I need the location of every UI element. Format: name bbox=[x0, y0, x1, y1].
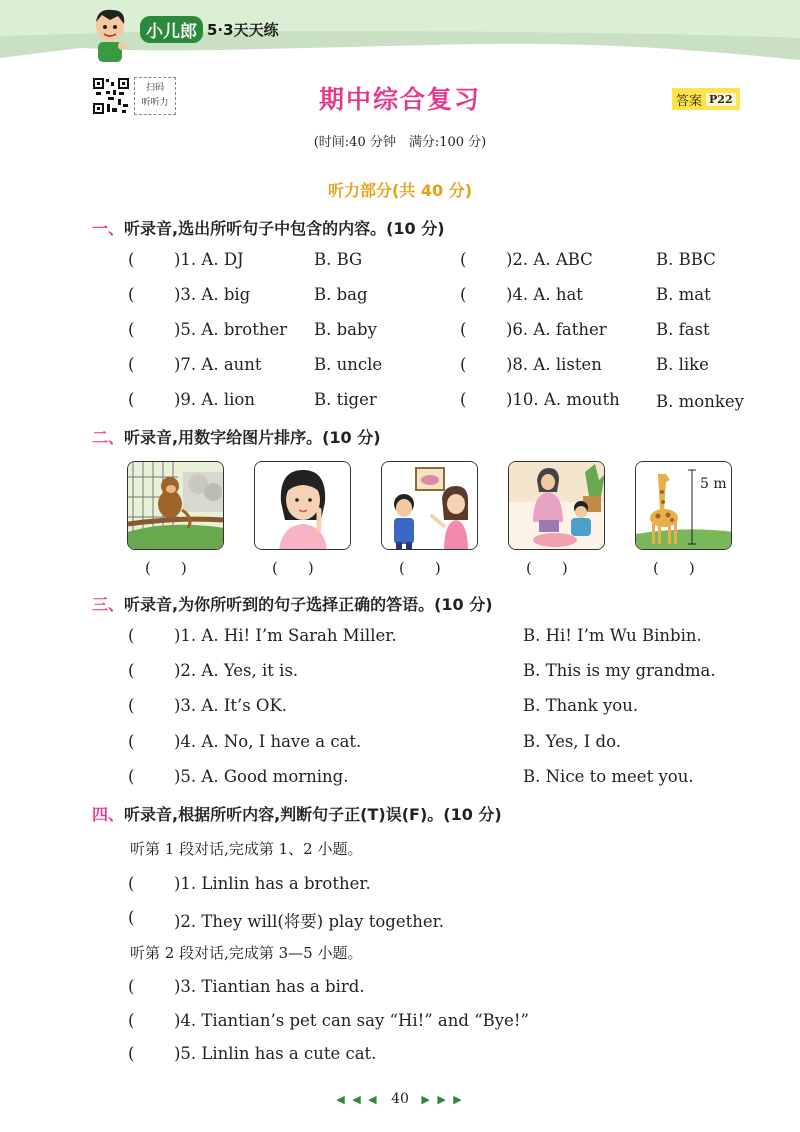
answer-blank[interactable]: ( bbox=[460, 320, 467, 339]
answer-label: 答案 bbox=[676, 93, 703, 109]
prev-arrows-icon[interactable]: ◀ ◀ ◀ bbox=[336, 1093, 379, 1106]
answer-blank[interactable]: ( bbox=[460, 390, 467, 409]
picture-family-photo bbox=[381, 461, 478, 550]
answer-blank[interactable]: ( bbox=[128, 626, 135, 645]
s1-q2: )2. A. ABC bbox=[506, 250, 593, 269]
time-info: (时间:40 分钟 满分:100 分) bbox=[313, 135, 487, 150]
s1-q3-b: B. bag bbox=[314, 285, 368, 304]
s3-q2-b: B. This is my grandma. bbox=[523, 661, 716, 680]
s4-q2: )2. They will(将要) play together. bbox=[174, 912, 444, 931]
section-2-heading bbox=[92, 425, 381, 448]
picture-girl bbox=[254, 461, 351, 550]
page-number: 40 bbox=[391, 1091, 409, 1107]
family-photo-illustration bbox=[382, 462, 478, 550]
section-4-number: 四、 bbox=[92, 805, 125, 824]
answer-blank[interactable]: ( bbox=[128, 661, 135, 680]
answer-blank[interactable]: ( bbox=[128, 390, 135, 409]
answer-blank[interactable]: ( bbox=[460, 285, 467, 304]
answer-blank[interactable]: ( bbox=[128, 250, 135, 269]
section-3-title: 听录音,为你所听到的句子选择正确的答语。(10 分) bbox=[124, 595, 493, 614]
girl-illustration bbox=[255, 462, 351, 550]
s4-note-2: 听第 2 段对话,完成第 3—5 小题。 bbox=[130, 944, 363, 962]
answer-page: P22 bbox=[706, 93, 736, 106]
s1-q1-b: B. BG bbox=[314, 250, 363, 269]
scan-line-1: 扫码 bbox=[145, 83, 164, 93]
s1-q8-b: B. like bbox=[656, 355, 709, 374]
answer-blank[interactable]: ( bbox=[128, 696, 135, 715]
height-label: 5 m bbox=[700, 476, 727, 492]
section-3-number: 三、 bbox=[92, 595, 125, 614]
picture-grandma bbox=[508, 461, 605, 550]
s1-q10-b: B. monkey bbox=[656, 392, 744, 411]
picture-giraffe bbox=[635, 461, 732, 550]
answer-blank[interactable]: ( bbox=[128, 320, 135, 339]
section-1-title: 听录音,选出所听句子中包含的内容。(10 分) bbox=[124, 219, 445, 238]
answer-blank[interactable]: ( bbox=[128, 767, 135, 786]
s1-q5-b: B. baby bbox=[314, 320, 377, 339]
answer-blank[interactable]: ( ) bbox=[145, 559, 187, 577]
s1-q2-b: B. BBC bbox=[656, 250, 716, 269]
s1-q6: )6. A. father bbox=[506, 320, 607, 339]
s3-q4-b: B. Yes, I do. bbox=[523, 732, 622, 751]
s1-q8: )8. A. listen bbox=[506, 355, 602, 374]
giraffe-illustration bbox=[636, 462, 732, 550]
s1-q10: )10. A. mouth bbox=[506, 390, 620, 409]
page-footer bbox=[0, 1091, 800, 1107]
s3-q1-a: )1. A. Hi! I’m Sarah Miller. bbox=[174, 626, 397, 645]
answer-blank[interactable]: ( bbox=[128, 355, 135, 374]
answer-blank[interactable]: ( bbox=[128, 732, 135, 751]
answer-blank[interactable]: ( ) bbox=[399, 559, 441, 577]
s1-q9-b: B. tiger bbox=[314, 390, 377, 409]
s4-q5: )5. Linlin has a cute cat. bbox=[174, 1044, 377, 1063]
s1-q4-b: B. mat bbox=[656, 285, 711, 304]
answer-blank[interactable]: ( bbox=[128, 874, 135, 893]
s1-q5: )5. A. brother bbox=[174, 320, 288, 339]
section-2-number: 二、 bbox=[92, 428, 125, 447]
brand bbox=[100, 16, 279, 43]
s1-q9: )9. A. lion bbox=[174, 390, 255, 409]
answer-blank[interactable]: ( bbox=[460, 355, 467, 374]
section-1-number: 一、 bbox=[92, 219, 125, 238]
section-2-title: 听录音,用数字给图片排序。(10 分) bbox=[124, 428, 381, 447]
brand-name: 小儿郎 bbox=[140, 16, 203, 43]
answer-blank[interactable]: ( ) bbox=[272, 559, 314, 577]
s4-q3: )3. Tiantian has a bird. bbox=[174, 977, 365, 996]
answer-blank[interactable]: ( bbox=[128, 285, 135, 304]
grandma-illustration bbox=[509, 462, 605, 550]
answer-blank[interactable]: ( ) bbox=[653, 559, 695, 577]
section-3-heading bbox=[92, 592, 493, 615]
s4-q1: )1. Linlin has a brother. bbox=[174, 874, 371, 893]
s3-q4-a: )4. A. No, I have a cat. bbox=[174, 732, 362, 751]
answer-blank[interactable]: ( bbox=[460, 250, 467, 269]
s1-q7-b: B. uncle bbox=[314, 355, 383, 374]
scan-line-2: 听听力 bbox=[141, 98, 169, 108]
s3-q3-b: B. Thank you. bbox=[523, 696, 639, 715]
part-title: 听力部分(共 40 分) bbox=[327, 181, 473, 200]
s3-q5-a: )5. A. Good morning. bbox=[174, 767, 349, 786]
s3-q1-b: B. Hi! I’m Wu Binbin. bbox=[523, 626, 702, 645]
brand-series: 5·3天天练 bbox=[207, 21, 279, 39]
s1-q6-b: B. fast bbox=[656, 320, 710, 339]
s4-q4: )4. Tiantian’s pet can say “Hi!” and “Bye!” bbox=[174, 1011, 529, 1030]
page-title: 期中综合复习 bbox=[318, 85, 481, 114]
s3-q3-a: )3. A. It’s OK. bbox=[174, 696, 288, 715]
s1-q7: )7. A. aunt bbox=[174, 355, 262, 374]
answer-blank[interactable]: ( ) bbox=[526, 559, 568, 577]
section-4-title: 听录音,根据所听内容,判断句子正(T)误(F)。(10 分) bbox=[124, 805, 502, 824]
monkey-illustration bbox=[128, 462, 224, 550]
picture-monkey bbox=[127, 461, 224, 550]
answer-blank[interactable]: ( bbox=[128, 1011, 135, 1030]
answer-badge[interactable] bbox=[672, 88, 740, 110]
section-1-heading bbox=[92, 216, 445, 239]
section-4-heading bbox=[92, 802, 502, 825]
answer-blank[interactable]: ( bbox=[128, 977, 135, 996]
s3-q2-a: )2. A. Yes, it is. bbox=[174, 661, 299, 680]
s1-q3: )3. A. big bbox=[174, 285, 251, 304]
answer-blank[interactable]: ( bbox=[128, 1044, 135, 1063]
s1-q4: )4. A. hat bbox=[506, 285, 583, 304]
s1-q1: )1. A. DJ bbox=[174, 250, 244, 269]
next-arrows-icon[interactable]: ▶ ▶ ▶ bbox=[421, 1093, 464, 1106]
s3-q5-b: B. Nice to meet you. bbox=[523, 767, 694, 786]
answer-blank[interactable]: ( bbox=[128, 908, 135, 927]
s4-note-1: 听第 1 段对话,完成第 1、2 小题。 bbox=[130, 840, 363, 858]
